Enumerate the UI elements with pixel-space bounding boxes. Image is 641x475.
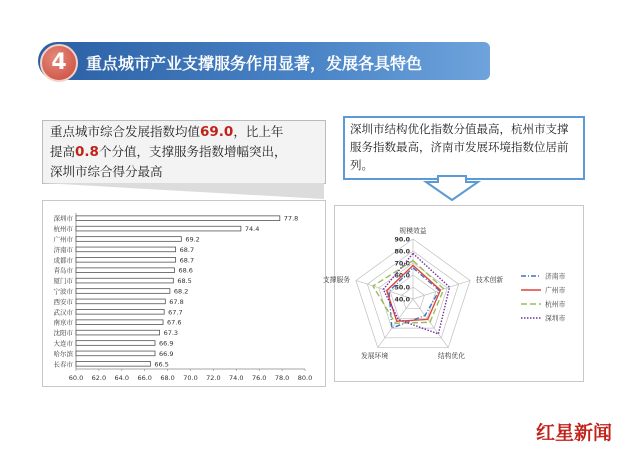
summary-line1-b: ，比上年	[233, 124, 284, 139]
summary-line3: 深圳市综合得分最高	[50, 164, 163, 179]
bar-chart-panel	[42, 200, 326, 387]
radar-axis-label: 发展环境	[360, 352, 389, 361]
summary-pointer-shape	[42, 183, 324, 199]
bar	[76, 226, 241, 231]
bar-chart	[43, 201, 325, 386]
legend-label: 广州市	[545, 286, 566, 295]
section-number-badge: 4	[40, 44, 78, 82]
bar	[76, 289, 170, 294]
bar-value-label: 68.6	[178, 266, 193, 275]
radar-tick-label: 50.0	[394, 284, 410, 292]
callout-text: 深圳市结构优化指数分值最高，杭州市支撑服务指数最高，济南市发展环境指数位居前列。	[350, 122, 569, 172]
bar	[76, 361, 150, 366]
radar-tick-label: 80.0	[394, 248, 410, 256]
bar-category-label: 沈阳市	[53, 329, 73, 338]
bar	[76, 247, 176, 252]
bar-value-label: 68.7	[179, 256, 195, 265]
radar-chart	[322, 206, 583, 381]
bar	[76, 257, 176, 262]
bar-value-label: 66.5	[154, 360, 169, 369]
bar-value-label: 68.7	[179, 245, 195, 254]
radar-axis-label: 技术创新	[475, 275, 504, 284]
bar-value-label: 67.3	[163, 329, 179, 338]
bar-value-label: 67.7	[168, 308, 183, 317]
x-tick-label: 62.0	[91, 374, 107, 382]
bar	[76, 351, 155, 356]
bar-category-label: 哈尔滨	[53, 349, 73, 358]
summary-increase-value: 0.8	[75, 144, 99, 160]
radar-tick-label: 90.0	[394, 236, 410, 244]
bar-category-label: 成都市	[53, 256, 73, 265]
bar-value-label: 66.9	[159, 349, 174, 358]
bar-category-label: 武汉市	[53, 308, 73, 317]
radar-axis-label: 结构优化	[437, 352, 466, 361]
radar-chart-panel	[322, 205, 584, 382]
bar	[76, 341, 155, 346]
x-tick-label: 68.0	[160, 374, 175, 382]
callout-down-arrow-icon	[424, 176, 480, 202]
bar	[76, 268, 174, 273]
bar-category-label: 长春市	[53, 360, 73, 369]
bar-category-label: 深圳市	[53, 214, 73, 223]
summary-text	[50, 122, 328, 181]
bar-category-label: 大连市	[53, 339, 73, 348]
bar-value-label: 67.6	[167, 318, 182, 327]
bar-value-label: 69.2	[185, 235, 200, 244]
summary-line1-a: 重点城市综合发展指数均值	[50, 124, 201, 139]
radar-axis-label: 支撑服务	[322, 275, 351, 284]
bar-value-label: 66.9	[159, 339, 174, 348]
legend-label: 济南市	[545, 272, 566, 281]
bar-category-label: 西安市	[53, 297, 73, 306]
summary-line2-b: 个分值，支撑服务指数增幅突出，	[98, 144, 287, 159]
x-tick-label: 66.0	[137, 374, 152, 382]
bar-value-label: 68.2	[173, 287, 189, 296]
bar-category-label: 厦门市	[53, 277, 73, 286]
bar	[76, 237, 181, 242]
x-tick-label: 76.0	[251, 374, 267, 382]
legend-label: 深圳市	[545, 314, 566, 323]
bar-category-label: 广州市	[53, 235, 73, 244]
x-tick-label: 74.0	[229, 374, 244, 382]
radar-tick-label: 60.0	[394, 272, 410, 280]
radar-tick-label: 70.0	[394, 260, 410, 268]
bar	[76, 320, 163, 325]
bar-category-label: 济南市	[53, 245, 73, 254]
bar-category-label: 南京市	[53, 318, 73, 327]
x-tick-label: 78.0	[274, 374, 290, 382]
bar-category-label: 青岛市	[53, 266, 73, 275]
bar-category-label: 宁波市	[53, 287, 73, 296]
bar-value-label: 77.8	[283, 214, 299, 223]
radar-axis-label: 规模效益	[399, 227, 427, 235]
bar	[76, 216, 280, 221]
legend-label: 杭州市	[545, 300, 566, 309]
x-tick-label: 64.0	[114, 374, 130, 382]
x-tick-label: 72.0	[206, 374, 221, 382]
section-title: 重点城市产业支撑服务作用显著，发展各具特色	[86, 54, 423, 73]
x-tick-label: 80.0	[297, 374, 313, 382]
radar-tick-label: 40.0	[394, 296, 410, 304]
bar-value-label: 67.8	[169, 297, 184, 306]
bar-value-label: 68.5	[177, 277, 192, 286]
summary-line2-a: 提高	[50, 144, 76, 159]
x-tick-label: 60.0	[68, 374, 84, 382]
bar-value-label: 74.4	[244, 225, 260, 234]
bar	[76, 299, 165, 304]
bar	[76, 278, 173, 283]
bar	[76, 309, 164, 314]
summary-average-value: 69.0	[200, 124, 234, 140]
x-tick-label: 70.0	[183, 374, 198, 382]
bar	[76, 330, 160, 335]
bar-category-label: 杭州市	[53, 225, 73, 234]
red-star-news-logo: 红星新闻	[536, 422, 613, 444]
